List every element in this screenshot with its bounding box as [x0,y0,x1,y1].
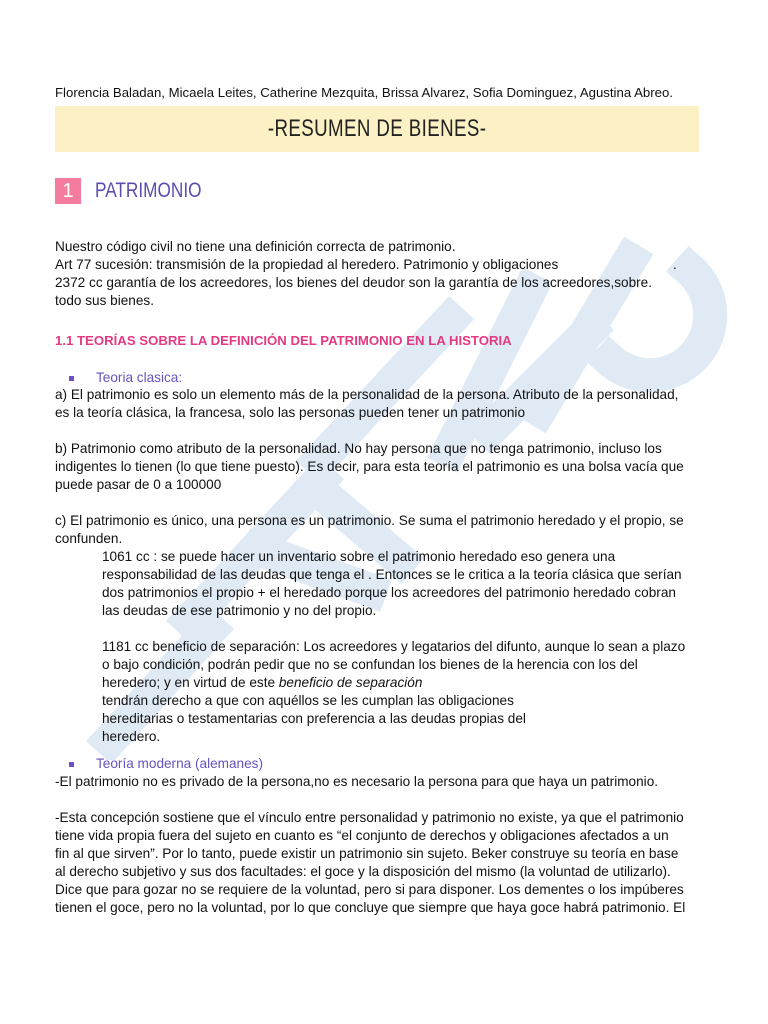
text-line: al derecho subjetivo y sus dos facultades: el goce y la disposición del mismo (la voluntad de utilizarlo). [55,864,671,879]
text-line: heredero. [102,729,161,744]
bullet-square-icon [69,376,74,381]
text-line: las deudas de ese patrimonio y no del propio. [102,603,377,618]
subsection-heading: 1.1 TEORÍAS SOBRE LA DEFINICIÓN DEL PATRIMONIO EN LA HISTORIA [55,333,512,348]
text-line: puede pasar de 0 a 100000 [55,477,222,492]
text-line: dos patrimonios el propio + el heredado porque los acreedores del patrimonio heredado cobran [102,585,676,600]
article-1181 [102,638,715,746]
text-line: Dice que para gozar no se requiere de la voluntad, pero si para disponer. Los dementes o los impúberes [55,882,684,897]
section-header [55,178,715,204]
italic-term: beneficio de separación [278,675,423,690]
text-line: indigentes lo tienen (lo que tiene puesto). Es decir, para esta teoría el patrimonio es una bolsa vacía que [55,459,684,474]
paragraph-c [55,512,715,548]
paragraph-b [55,440,715,494]
text-line: b) Patrimonio como atributo de la personalidad. No hay persona que no tenga patrimonio, incluso los [55,441,662,456]
text-line: 1181 cc beneficio de separación: Los acreedores y legatarios del difunto, aunque lo sean a plazo [102,639,686,654]
modern-paragraph [55,809,715,917]
authors-line: Florencia Baladan, Micaela Leites, Catherine Mezquita, Brissa Alvarez, Sofia Dominguez, Agustina Abreo. [55,85,673,100]
text-line: es la teoría clásica, la francesa, solo las personas pueden tener un patrimonio [55,405,526,420]
text-line: 1061 cc : se puede hacer un inventario sobre el patrimonio heredado eso genera una [102,549,616,564]
bullet-label: Teoría moderna (alemanes) [96,756,263,771]
bullet-item-classic [69,370,715,386]
text-line: Nuestro código civil no tiene una definición correcta de patrimonio. [55,239,456,254]
text-line: tendrán derecho a que con aquéllos se les cumplan las obligaciones [102,693,514,708]
paragraph-a [55,386,715,422]
text-line: confunden. [55,531,123,546]
title-band [55,106,699,152]
modern-line-1: -El patrimonio no es privado de la persona,no es necesario la persona para que haya un patrimonio. [55,774,659,789]
text-line: o bajo condición, podrán pedir que no se confundan los bienes de la herencia con los del [102,657,638,672]
section-number-badge: 1 [55,178,81,204]
bullet-item-modern [69,756,715,772]
text-line: a) El patrimonio es solo un elemento más de la personalidad de la persona. Atributo de la personalidad, [55,387,679,402]
text-line: responsabilidad de las deudas que tenga el . Entonces se le critica a la teoría clásica que serían [102,567,682,582]
text-line: 2372 cc garantía de los acreedores, los bienes del deudor son la garantía de los acreedores,sobre. [55,275,652,290]
text-line: c) El patrimonio es único, una persona es un patrimonio. Se suma el patrimonio heredado y el propio, se [55,513,684,528]
document-page [55,84,715,917]
text-line: heredero; y en virtud de este beneficio de separación [102,675,423,690]
text-line: -Esta concepción sostiene que el vínculo entre personalidad y patrimonio no existe, ya que el patrimonio [55,810,684,825]
text-line: tiene vida propia fuera del sujeto en cuanto es “el conjunto de derechos y obligaciones afectados a un [55,828,669,843]
document-title: -RESUMEN DE BIENES- [267,115,487,142]
bullet-label: Teoria clasica: [96,370,183,385]
section-title: PATRIMONIO [95,179,202,202]
text-line: todo sus bienes. [55,293,154,308]
text-line: hereditarias o testamentarias con preferencia a las deudas propias del [102,711,526,726]
article-1061 [102,548,715,620]
text-line: fin al que sirven”. Por lo tanto, puede existir un patrimonio sin sujeto. Beker construye su teoría en base [55,846,679,861]
text-line: tienen el goce, pero no la voluntad, por lo que concluye que siempre que haya goce habrá patrimonio. El [55,900,686,915]
intro-paragraph [55,238,715,310]
bullet-square-icon [69,762,74,767]
text-line: Art 77 sucesión: transmisión de la propiedad al heredero. Patrimonio y obligaciones . [55,257,677,272]
